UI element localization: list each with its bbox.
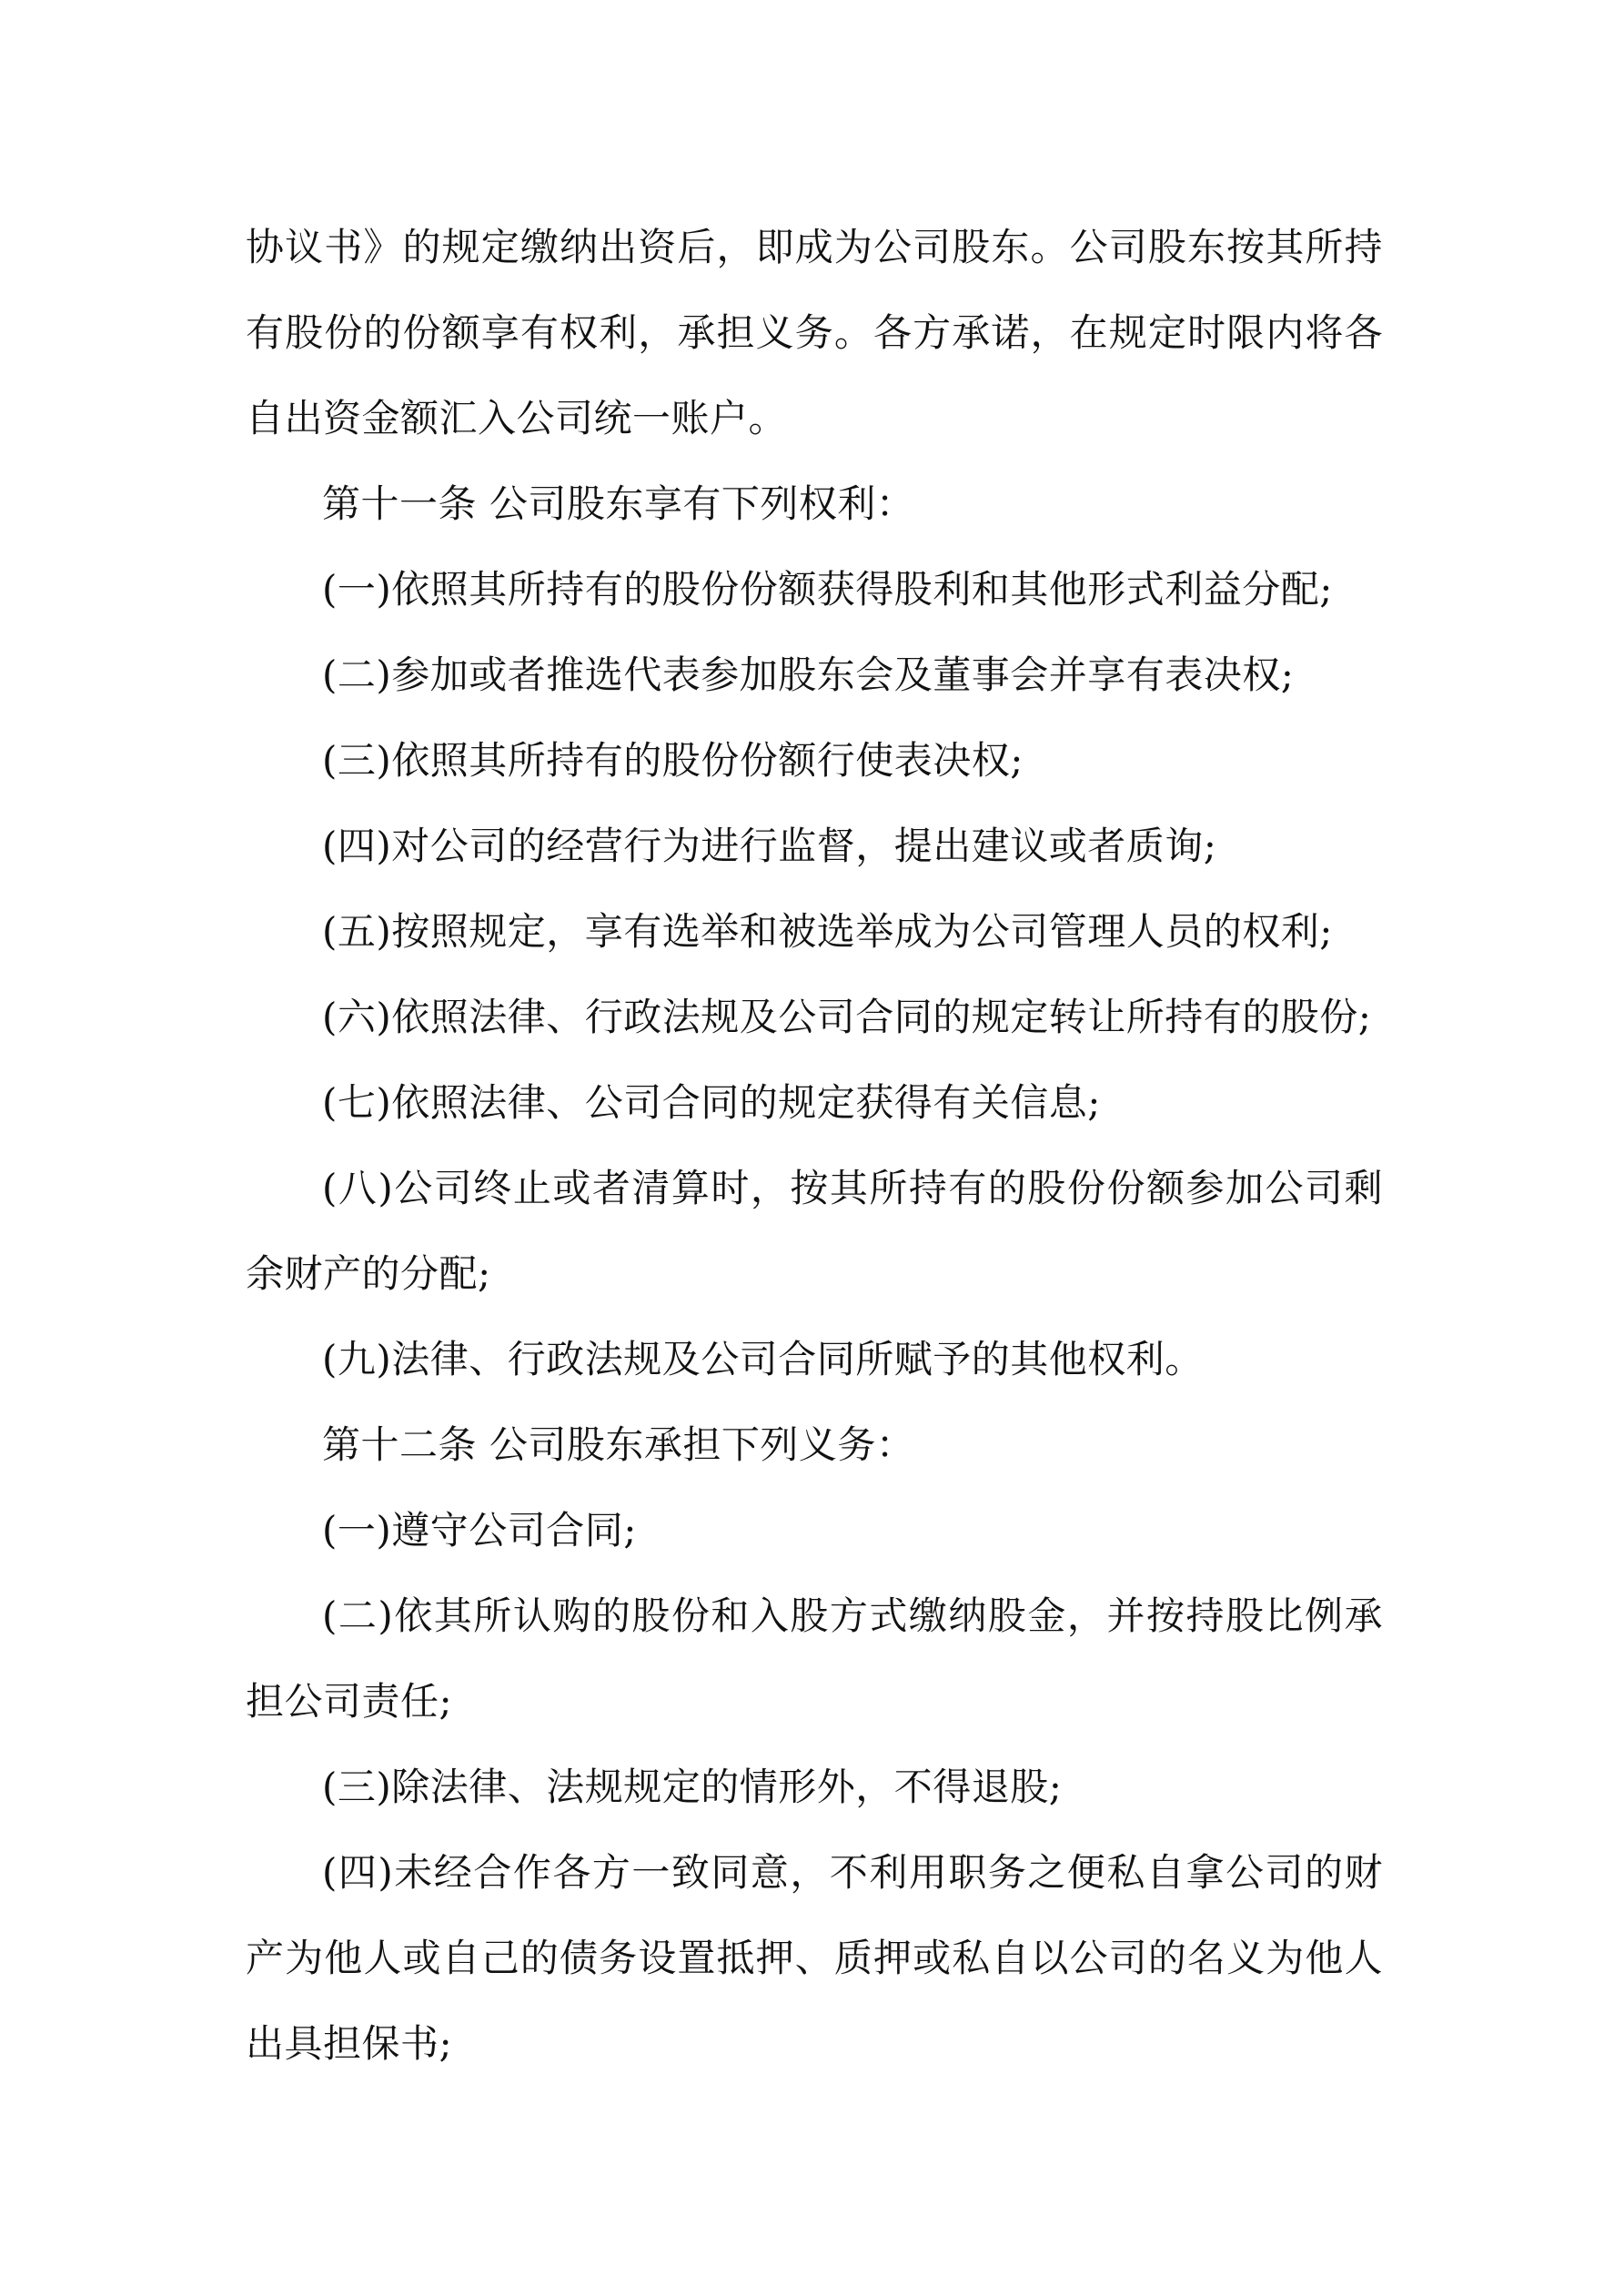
duty-item-4: (四)未经合作各方一致同意，不利用职务之便私自拿公司的财产为他人或自己的债务设置抵押、质押或私自以公司的名义为他人出具担保书; xyxy=(246,1850,1383,2066)
right-item-3: (三)依照其所持有的股份份额行使表决权; xyxy=(322,738,1024,783)
right-item-6: (六)依照法律、行政法规及公司合同的规定转让所持有的股份; xyxy=(322,995,1372,1039)
document-page xyxy=(246,205,1383,2087)
paragraph-1: 协议书》的规定缴纳出资后，即成为公司股东。公司股东按其所持有股份的份额享有权利，承担义务。各方承诺，在规定时限内将各自出资金额汇入公司统一账户。 xyxy=(246,225,1383,440)
right-item-2: (二)参加或者推选代表参加股东会及董事会并享有表决权; xyxy=(322,652,1295,697)
duty-item-1: (一)遵守公司合同; xyxy=(322,1508,637,1553)
right-item-7: (七)依照法律、公司合同的规定获得有关信息; xyxy=(322,1080,1101,1125)
article-11-heading: 第十一条 公司股东享有下列权利： xyxy=(322,481,915,526)
right-item-5: (五)按照规定，享有选举和被选举成为公司管理人员的权利; xyxy=(322,909,1333,954)
duty-item-2: (二)依其所认购的股份和入股方式缴纳股金，并按持股比例承担公司责任; xyxy=(246,1593,1383,1724)
right-item-4: (四)对公司的经营行为进行监督，提出建议或者质询; xyxy=(322,824,1217,868)
right-item-1: (一)依照其所持有的股份份额获得股利和其他形式利益分配; xyxy=(322,567,1333,612)
right-item-8: (八)公司终止或者清算时，按其所持有的股份份额参加公司剩余财产的分配; xyxy=(246,1166,1383,1296)
right-item-9: (九)法律、行政法规及公司合同所赋予的其他权利。 xyxy=(322,1337,1204,1381)
duty-item-3: (三)除法律、法规规定的情形外，不得退股; xyxy=(322,1765,1063,1809)
article-12-heading: 第十二条 公司股东承担下列义务： xyxy=(322,1422,915,1467)
